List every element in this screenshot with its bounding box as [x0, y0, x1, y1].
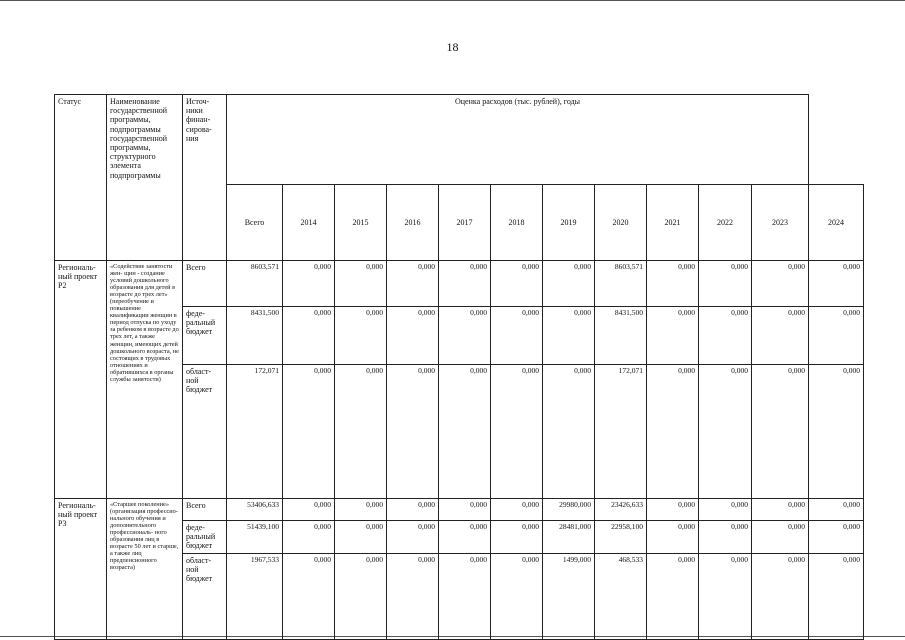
year-value-cell: 172,071	[595, 365, 647, 499]
year-value-cell: 0,000	[699, 365, 752, 499]
header-col-year: 2018	[491, 185, 543, 261]
year-value-cell: 468,533	[595, 553, 647, 639]
year-value-cell: 0,000	[335, 521, 387, 554]
year-value-cell: 0,000	[387, 499, 439, 521]
year-value-cell: 0,000	[439, 521, 491, 554]
year-value-cell: 0,000	[387, 521, 439, 554]
year-value-cell: 0,000	[543, 307, 595, 365]
header-source: Источ- ники финан- сирова- ния	[183, 95, 227, 261]
year-value-cell: 0,000	[543, 261, 595, 307]
year-value-cell: 0,000	[809, 553, 864, 639]
header-row	[55, 95, 864, 185]
year-value-cell: 22958,100	[595, 521, 647, 554]
funding-source-cell: област- ной бюджет	[183, 553, 227, 639]
funding-source-cell: Всего	[183, 261, 227, 307]
total-value-cell: 51439,100	[227, 521, 283, 554]
total-value-cell: 1967,533	[227, 553, 283, 639]
header-col-year: 2023	[752, 185, 809, 261]
year-value-cell: 0,000	[439, 499, 491, 521]
year-value-cell: 0,000	[699, 307, 752, 365]
year-value-cell: 0,000	[335, 307, 387, 365]
year-value-cell: 0,000	[647, 553, 699, 639]
year-value-cell: 0,000	[439, 261, 491, 307]
year-value-cell: 0,000	[439, 307, 491, 365]
header-col-year: 2014	[283, 185, 335, 261]
year-value-cell: 0,000	[491, 521, 543, 554]
header-status: Статус	[55, 95, 107, 261]
table-row	[55, 499, 864, 521]
year-value-cell: 29980,000	[543, 499, 595, 521]
funding-source-cell: област- ной бюджет	[183, 365, 227, 499]
year-value-cell: 0,000	[491, 499, 543, 521]
header-name: Наименование государственной программы, подпрограммы государственной программы, структурного элемента подпрограммы	[107, 95, 183, 261]
year-value-cell: 0,000	[809, 307, 864, 365]
year-value-cell: 0,000	[809, 499, 864, 521]
year-value-cell: 0,000	[752, 307, 809, 365]
year-value-cell: 0,000	[647, 365, 699, 499]
year-value-cell: 0,000	[335, 261, 387, 307]
header-col-year: 2020	[595, 185, 647, 261]
year-value-cell: 1499,000	[543, 553, 595, 639]
header-col-year: 2022	[699, 185, 752, 261]
year-value-cell: 0,000	[439, 553, 491, 639]
year-value-cell: 0,000	[809, 521, 864, 554]
year-value-cell: 0,000	[491, 365, 543, 499]
year-value-cell: 0,000	[699, 261, 752, 307]
year-value-cell: 0,000	[809, 261, 864, 307]
table-row	[55, 261, 864, 307]
top-edge-line	[0, 0, 905, 1]
header-col-total: Всего	[227, 185, 283, 261]
year-value-cell: 0,000	[752, 261, 809, 307]
year-value-cell: 0,000	[283, 521, 335, 554]
year-value-cell: 0,000	[543, 365, 595, 499]
year-value-cell: 0,000	[283, 261, 335, 307]
year-value-cell: 8431,500	[595, 307, 647, 365]
expenses-table	[54, 94, 864, 640]
year-value-cell: 0,000	[647, 499, 699, 521]
year-value-cell: 0,000	[647, 521, 699, 554]
year-value-cell: 0,000	[491, 553, 543, 639]
year-value-cell: 0,000	[335, 553, 387, 639]
year-value-cell: 0,000	[752, 553, 809, 639]
year-value-cell: 0,000	[647, 261, 699, 307]
year-value-cell: 0,000	[491, 307, 543, 365]
funding-source-cell: феде- ральный бюджет	[183, 521, 227, 554]
year-value-cell: 0,000	[283, 365, 335, 499]
year-value-cell: 0,000	[335, 365, 387, 499]
year-value-cell: 23426,633	[595, 499, 647, 521]
year-value-cell: 0,000	[809, 365, 864, 499]
year-value-cell: 0,000	[699, 553, 752, 639]
year-value-cell: 0,000	[647, 307, 699, 365]
page-number: 18	[446, 40, 459, 54]
program-name-cell: «Старшее поколение» (организация профессио- нального обучения и дополнительного профессиональ- ного образования лиц в возрасте 50 лет и старше, а также лиц предпенсионного возраста)	[107, 499, 183, 640]
year-value-cell: 0,000	[387, 365, 439, 499]
program-name-cell: «Содействие занятости жен- щин - создание условий дошкольного образования для детей в возрасте до трех лет» (переобучение и повышение квалификации женщин в период отпуска по уходу за ребенком в возрасте до трех лет, а также женщин, имеющих детей дошкольного возраста, не состоящих в трудовых отношениях и обратившихся в органы службы занятости)	[107, 261, 183, 499]
header-col-year: 2024	[809, 185, 864, 261]
status-cell: Региональ- ный проект Р2	[55, 261, 107, 499]
year-value-cell: 0,000	[752, 521, 809, 554]
year-value-cell: 0,000	[335, 499, 387, 521]
year-value-cell: 28481,000	[543, 521, 595, 554]
year-value-cell: 0,000	[752, 365, 809, 499]
status-cell: Региональ- ный проект Р3	[55, 499, 107, 640]
total-value-cell: 53406,633	[227, 499, 283, 521]
header-col-year: 2021	[647, 185, 699, 261]
total-value-cell: 8431,500	[227, 307, 283, 365]
year-value-cell: 0,000	[283, 307, 335, 365]
year-value-cell: 0,000	[387, 553, 439, 639]
header-col-year: 2017	[439, 185, 491, 261]
year-value-cell: 0,000	[387, 307, 439, 365]
year-value-cell: 0,000	[491, 261, 543, 307]
year-value-cell: 0,000	[439, 365, 491, 499]
total-value-cell: 8603,571	[227, 261, 283, 307]
funding-source-cell: Всего	[183, 499, 227, 521]
header-col-year: 2015	[335, 185, 387, 261]
header-col-year: 2019	[543, 185, 595, 261]
year-value-cell: 0,000	[283, 499, 335, 521]
funding-source-cell: феде- ральный бюджет	[183, 307, 227, 365]
year-value-cell: 8603,571	[595, 261, 647, 307]
year-value-cell: 0,000	[699, 521, 752, 554]
year-value-cell: 0,000	[387, 261, 439, 307]
year-value-cell: 0,000	[699, 499, 752, 521]
year-value-cell: 0,000	[283, 553, 335, 639]
header-estimate: Оценка расходов (тыс. рублей), годы	[227, 95, 809, 185]
total-value-cell: 172,071	[227, 365, 283, 499]
header-col-year: 2016	[387, 185, 439, 261]
year-value-cell: 0,000	[752, 499, 809, 521]
